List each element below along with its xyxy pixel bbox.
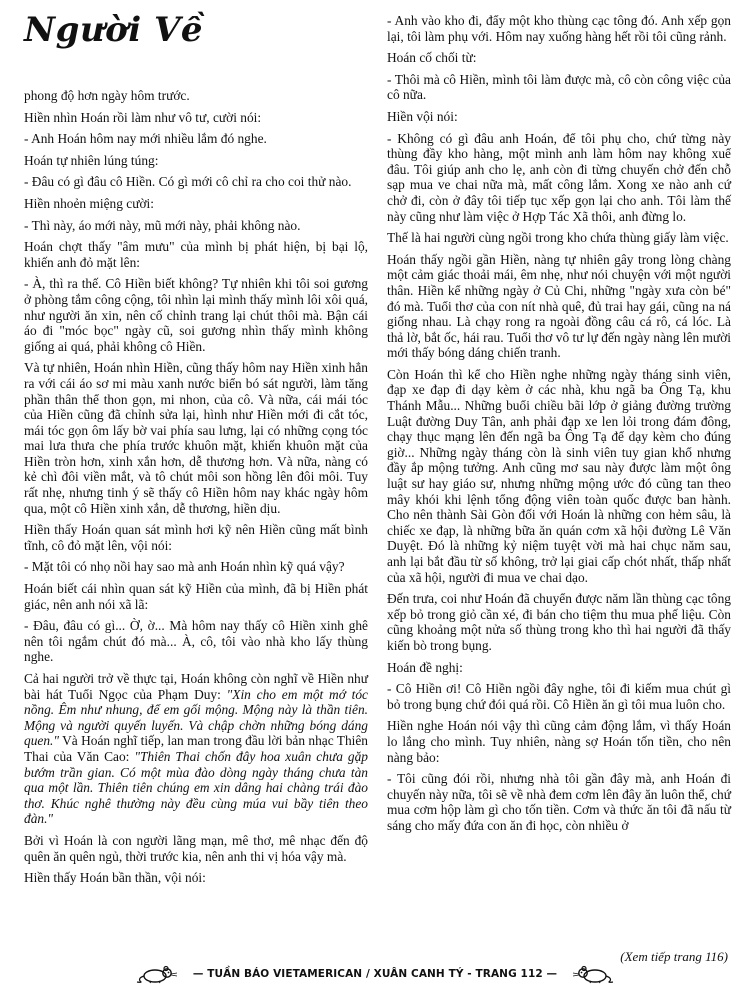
paragraph: - À, thì ra thế. Cô Hiền biết không? Tự nhiên khi tôi soi gương ở phòng tắm công cộng, tôi nhìn lại mình thấy mình lôi xôi quá, như người ăn xin, nên cố chỉnh trang lại chút thôi mà. Bận cái áo đi "móc bọc" ngày cũ, soi gương nhìn thấy mình không giống ai quá, phải không cô Hiền.	[24, 276, 368, 354]
paragraph: Thế là hai người cùng ngồi trong kho chứa thùng giấy làm việc.	[387, 230, 729, 246]
paragraph: Hiền vội nói:	[387, 108, 458, 124]
paragraph: - Cô Hiền ơi! Cô Hiền ngồi đây nghe, tôi đi kiếm mua chút gì bỏ trong bụng chứ đói quá rồi. Cô Hiền ăn gì tôi mua luôn cho.	[387, 681, 731, 712]
continued-note: (Xem tiếp trang 116)	[620, 949, 728, 964]
paragraph: Hoán tự nhiên lúng túng:	[24, 152, 159, 168]
paragraph: - Không có gì đâu anh Hoán, để tôi phụ cho, chứ từng này thùng đầy kho hàng, một mình anh làm hôm nay không xuể đâu. Tôi giúp anh cho lẹ, anh còn đi từng chuyến chở đến chỗ sạp mua ve chai nữa mà, mất công lắm. Xong xe nào anh cứ chở đi, còn ở đây tôi tiếp tục xếp gọn lại cho anh. Tôi làm thế này cũng như làm việc ở Hợp Tác Xã thôi, anh đừng lo.	[387, 130, 731, 224]
paragraph: Hiền thấy Hoán bần thần, vội nói:	[24, 870, 206, 886]
paragraph: Đến trưa, coi như Hoán đã chuyển được năm lần thùng cạc tông xếp bỏ trong giỏ cần xé, đi bán cho tiệm thu mua phế liệu. Còn cũng khoảng một nửa số thùng trong kho thì hai người đã thấy kiến bò trong bụng.	[387, 591, 731, 653]
paragraph: - Thôi mà cô Hiền, mình tôi làm được mà, cô còn công việc của cô nữa.	[387, 71, 731, 103]
story-title: Người Về	[24, 10, 204, 50]
paragraph: phong độ hơn ngày hôm trước.	[24, 88, 190, 103]
paragraph-with-lyrics	[24, 671, 368, 827]
paragraph: Hiền nhìn Hoán rồi làm như vô tư, cười nói:	[24, 109, 262, 125]
lyrics-quote: "Thiên Thai chốn đây hoa xuân chưa gặp bướm trần gian. Có một mùa đào dòng ngày tháng chưa tàn qua một lần. Thiên tiên chúng em xin dâng hai chàng trái đào thơ. Khúc nghê thường này đều cùng múa vui bầy tiên theo đàn."	[24, 748, 368, 827]
paragraph-text: Và Hoán nghĩ tiếp, lan man trong đầu lời bản nhạc Thiên Thai của Văn Cao:	[24, 733, 368, 764]
paragraph: - Đâu có gì đâu cô Hiền. Có gì mới cô chỉ ra cho coi thử nào.	[24, 174, 352, 190]
paragraph: Hoán chợt thấy "âm mưu" của mình bị phát hiện, bị bại lộ, khiến anh đỏ mặt lên:	[24, 239, 368, 270]
paragraph: Hoán biết cái nhìn quan sát kỹ Hiền của mình, đã bị Hiền phát giác, nên anh nói xã lã:	[24, 581, 368, 612]
paragraph: Hoán đề nghị:	[387, 659, 463, 675]
paragraph: - Anh vào kho đi, đẩy một kho thùng cạc tông đó. Anh xếp gọn lại, tôi làm phụ với. Hôm nay xuống hàng hết rồi tôi cũng rảnh.	[387, 13, 731, 44]
page-footer	[0, 963, 750, 985]
paragraph: Và tự nhiên, Hoán nhìn Hiền, cũng thấy hôm nay Hiền xinh hẳn ra với cái áo sơ mi màu xanh nước biển bó sát người, làm tăng phần thân thể thon gọn, mi nhon, của cô. Và nữa, cái mái tóc của Hiền cũng đã chỉnh sửa lại, hình như Hiền mới đi cắt tóc, mái tóc gọn ôm lấy bờ vai phía sau lưng, lại có những cọng tóc mai lưa thưa che phía trước khuôn mặt, khiến khuôn mặt của Hiền tròn hơn, xinh xắn hơn, dễ thương hơn. Và nữa, nàng có kẻ chì đôi viền mắt, và tô chút môi son hồng lên đôi môi. Tuy rất nhẹ, nhưng tinh ý sẽ thấy cô Hiền hôm nay khác ngày hôm qua, một cô Hiền xinh xắn, dễ thương, hiền dịu.	[24, 360, 368, 516]
paragraph-text: Cả hai người trở về thực tại, Hoán không còn nghĩ về Hiền như bài hát Tuổi Ngọc của Phạm Duy:	[24, 671, 368, 702]
paragraph: Hiền nghe Hoán nói vậy thì cũng cảm động lắm, vì thấy Hoán lo lắng cho mình. Tuy nhiên, nàng sợ Hoán tốn tiền, cho nên nàng bảo:	[387, 718, 731, 765]
paragraph: - Tôi cũng đói rồi, nhưng nhà tôi gần đây mà, anh Hoán đi chuyến này nữa, tôi sẽ về nhà đem cơm lên đây ăn luôn thể, chứ mua cơm hộp làm gì cho tốn tiền. Cơm và thức ăn tôi đã nấu từ sáng cho mấy đứa con ăn đi học, còn nhiều ở	[387, 771, 731, 833]
footer-text: — TUẦN BÁO VIETAMERICAN / XUÂN CANH TÝ - TRANG 112 —	[192, 968, 558, 980]
paragraph: - Anh Hoán hôm nay mới nhiều lắm đó nghe.	[24, 131, 267, 147]
paragraph: - Mặt tôi có nhọ nồi hay sao mà anh Hoán nhìn kỹ quá vậy?	[24, 559, 345, 575]
left-column	[24, 88, 368, 892]
paragraph: - Đâu, đâu có gì... Ờ, ờ... Mà hôm nay thấy cô Hiền xinh ghê nên tôi ngắm chút đó mà... À, cô, tôi vào nhà kho lấy thùng nghe.	[24, 618, 368, 665]
paragraph: Hoán cố chối từ:	[387, 50, 477, 66]
paragraph: - Thì này, áo mới này, mũ mới này, phải không nào.	[24, 217, 301, 233]
paragraph: Hiền thấy Hoán quan sát mình hơi kỹ nên Hiền cũng mất bình tĩnh, cô đỏ mặt lên, vội nói:	[24, 522, 368, 553]
paragraph: Bởi vì Hoán là con người lãng mạn, mê thơ, mê nhạc đến độ quên ăn quên ngủ, thời trước kia, nên anh thi vị hóa vậy mà.	[24, 832, 368, 864]
right-column	[387, 13, 731, 840]
paragraph: Hiền nhoẻn miệng cười:	[24, 195, 154, 211]
rat-icon	[567, 964, 615, 984]
paragraph: Còn Hoán thì kể cho Hiền nghe những ngày tháng sinh viên, đạp xe đạp đi dạy kèm ở các nhà, khu ngã ba Ông Tạ, khu Thánh Mẫu... Những buổi chiều bãi lớp ở giảng đường trường Luật đường Duy Tân, anh phải đạp xe len lỏi trong đám đông, chạy thục mạng lên đến ngã ba Ông Tạ để dạy kèm cho đúng giờ... Những ngày tháng còn là sinh viên tuy gian khổ nhưng đầy ắp mộng tưởng. Anh cũng mơ sau này được làm một ông luật sư hay giáo sư, nhưng những mộng ước đó cũng tan theo mây khói khi lệnh tổng động viên toàn quốc được ban hành. Cho nên thành Sài Gòn đối với Hoán là những con hẻm sâu, là chiếc xe đạp, là những bữa ăn quán cơm xã hội đường Lê Văn Duyệt. Đó là những kỷ niệm tuyệt vời mà hai chục năm sau, anh lại bắt đầu từ số không, trở lại giai cấp chót nhất, thấp nhất của xã hội, người đi mua ve chai dạo.	[387, 366, 731, 585]
lyrics-quote: "Xin cho em một mớ tóc nồng. Êm như nhung, để em gối mộng. Mộng này là thần tiên. Mộng và người quyến luyến. Và chập chờn những bóng dáng quen."	[24, 686, 368, 749]
paragraph: Hoán thấy ngồi gần Hiền, nàng tự nhiên gây trong lòng chàng một cảm giác thoải mái, êm nhẹ, như nói chuyện với một người thân. Hiền kể những ngày ở Củ Chi, những "ngày xưa còn bé" đó mà. Tuổi thơ của con nít nhà quê, đủ trai hay gái, cũng na ná giống nhau. Là chạy rong ra ngoài đồng câu cá rô, cá lóc. Là thả lờ, bắt ốc, hái rau. Tuổi thơ vô tư lự đến ngày nàng lên mười mới thấy bóng dáng chiến tranh.	[387, 251, 731, 361]
rat-icon	[135, 964, 183, 984]
